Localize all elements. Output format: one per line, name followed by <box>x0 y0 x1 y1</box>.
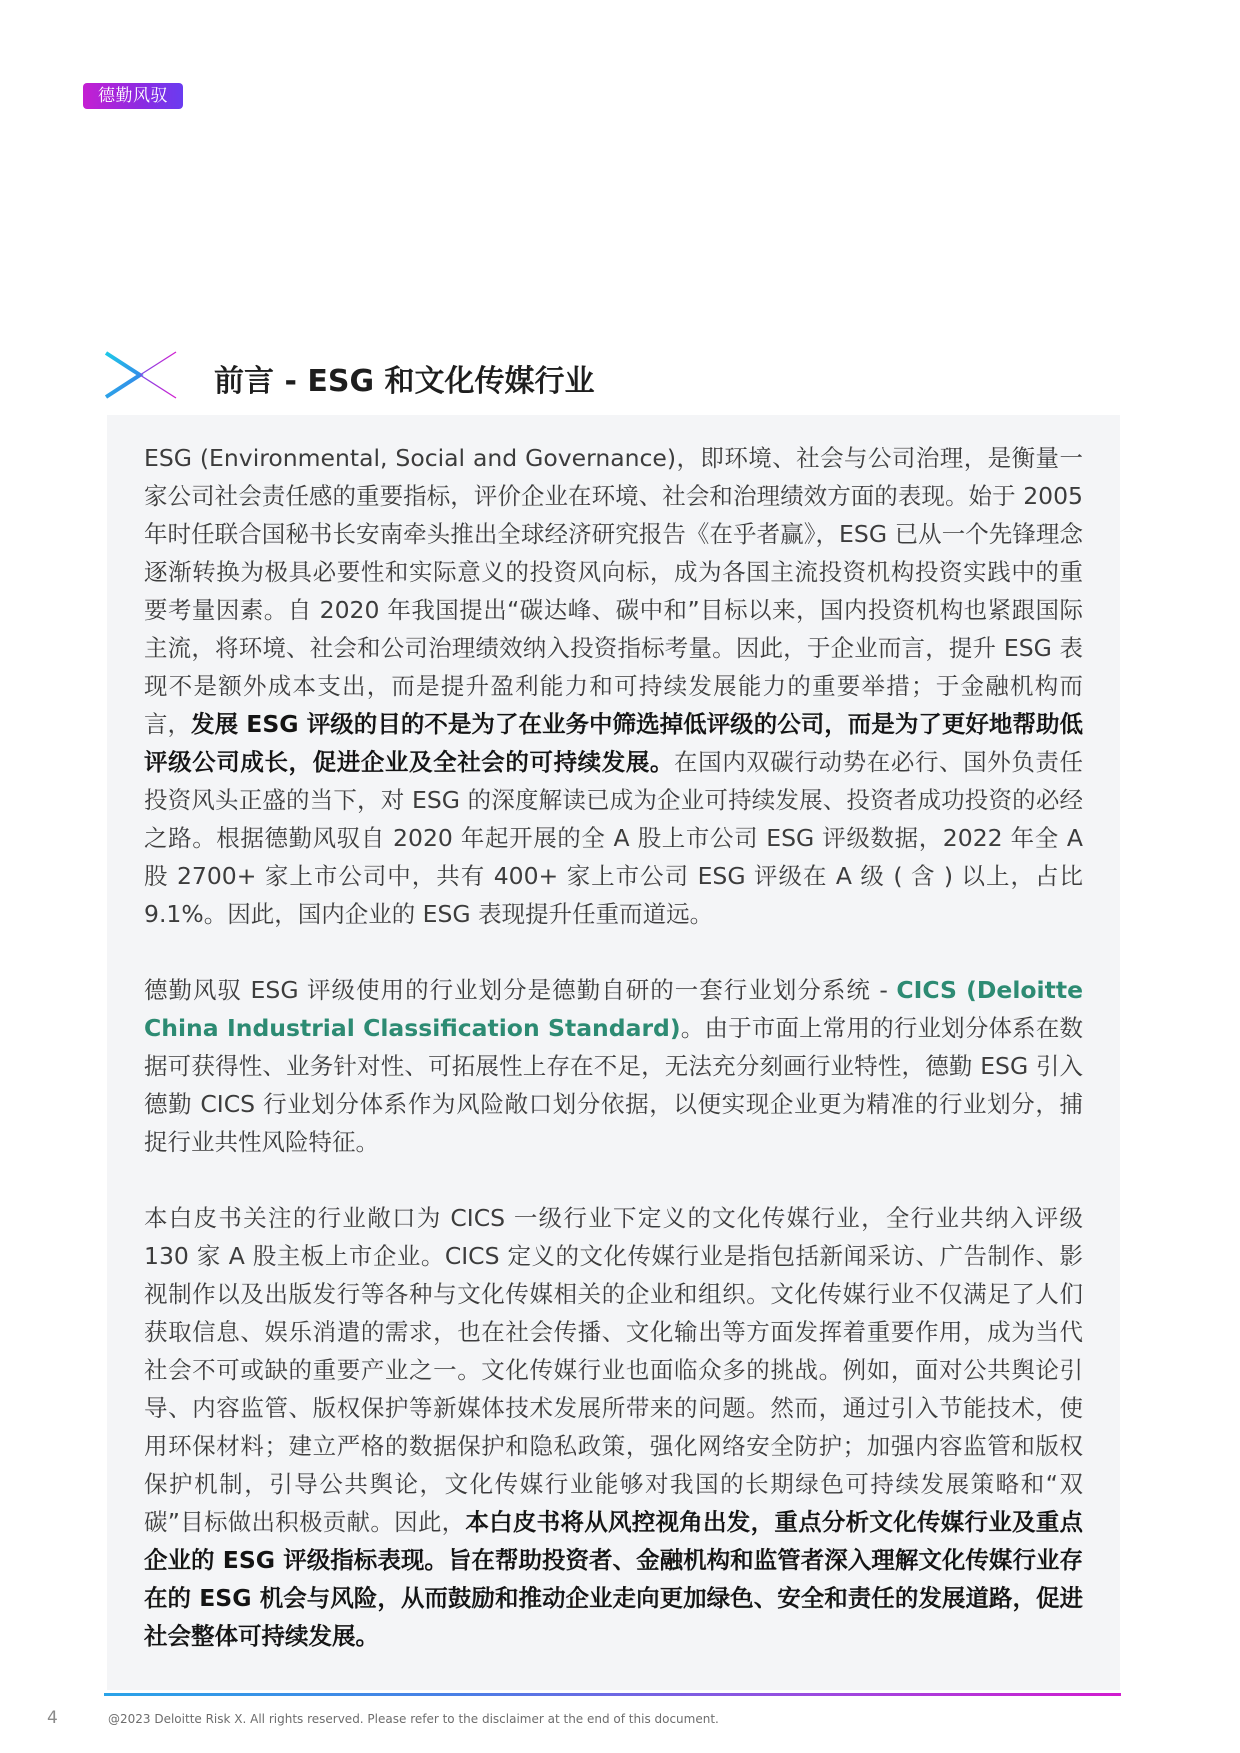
paragraph-intro <box>144 439 1083 933</box>
emphasis-text: 发展 ESG 评级的目的不是为了在业务中筛选掉低评级的公司，而是为了更好地帮助低评级公司成长，促进企业及全社会的可持续发展。 <box>144 710 1083 776</box>
chevron-x-logo-icon <box>104 350 180 400</box>
brand-tag: 德勤风驭 <box>83 83 183 109</box>
paragraph-text: ESG (Environmental, Social and Governance)，即环境、社会与公司治理，是衡量一家公司社会责任感的重要指标，评价企业在环境、社会和治理绩效方面的表现。始于 2005 年时任联合国秘书长安南牵头推出全球经济研究报告《在乎者赢》，ESG 已从一个先锋理念逐渐转换为极具必要性和实际意义的投资风向标，成为各国主流投资机构投资实践中的重要考量因素。自 2020 年我国提出“碳达峰、碳中和”目标以来，国内投资机构也紧跟国际主流，将环境、社会和公司治理绩效纳入投资指标考量。因此，于企业而言，提升 ESG 表现不是额外成本支出，而是提升盈利能力和可持续发展能力的重要举措；于金融机构而言， <box>144 444 1083 738</box>
paragraph-cics <box>144 971 1083 1161</box>
paragraph-text: 。由于市面上常用的行业划分体系在数据可获得性、业务针对性、可拓展性上存在不足，无法充分刻画行业特性，德勤 ESG 引入德勤 CICS 行业划分体系作为风险敞口划分依据，以便实现企业更为精准的行业划分，捕捉行业共性风险特征。 <box>144 1014 1084 1156</box>
copyright-notice: @2023 Deloitte Risk X. All rights reserved. Please refer to the disclaimer at the end of this document. <box>108 1712 719 1726</box>
content-panel <box>107 415 1120 1690</box>
emphasis-text: 本白皮书将从风控视角出发，重点分析文化传媒行业及重点企业的 ESG 评级指标表现。旨在帮助投资者、金融机构和监管者深入理解文化传媒行业存在的 ESG 机会与风险，从而鼓励和推动企业走向更加绿色、安全和责任的发展道路，促进社会整体可持续发展。 <box>144 1508 1084 1650</box>
section-header <box>104 350 1104 400</box>
paragraph-text: 本白皮书关注的行业敞口为 CICS 一级行业下定义的文化传媒行业，全行业共纳入评级 130 家 A 股主板上市企业。CICS 定义的文化传媒行业是指包括新闻采访、广告制作、影视制作以及出版发行等各种与文化传媒相关的企业和组织。文化传媒行业不仅满足了人们获取信息、娱乐消遣的需求，也在社会传播、文化输出等方面发挥着重要作用，成为当代社会不可或缺的重要产业之一。文化传媒行业也面临众多的挑战。例如，面对公共舆论引导、内容监管、版权保护等新媒体技术发展所带来的问题。然而，通过引入节能技术，使用环保材料；建立严格的数据保护和隐私政策，强化网络安全防护；加强内容监管和版权保护机制，引导公共舆论，文化传媒行业能够对我国的长期绿色可持续发展策略和“双碳”目标做出积极贡献。因此， <box>144 1204 1083 1536</box>
section-title: 前言 - ESG 和文化传媒行业 <box>214 364 595 399</box>
paragraph-text: 在国内双碳行动势在必行、国外负责任投资风头正盛的当下，对 ESG 的深度解读已成为企业可持续发展、投资者成功投资的必经之路。根据德勤风驭自 2020 年起开展的全 A 股上市公司 ESG 评级数据，2022 年全 A 股 2700+ 家上市公司中，共有 400+ 家上市公司 ESG 评级在 A 级 ( 含 ) 以上，占比 9.1%。因此，国内企业的 ESG 表现提升任重而道远。 <box>144 748 1084 928</box>
cics-highlight: CICS (Deloitte China Industrial Classification Standard) <box>144 976 1084 1042</box>
paragraph-text: 德勤风驭 ESG 评级使用的行业划分是德勤自研的一套行业划分系统 - <box>144 976 897 1004</box>
paragraph-media-industry <box>144 1199 1083 1655</box>
page-number: 4 <box>47 1708 58 1728</box>
content-body <box>144 439 1083 1655</box>
footer-divider <box>104 1693 1121 1696</box>
